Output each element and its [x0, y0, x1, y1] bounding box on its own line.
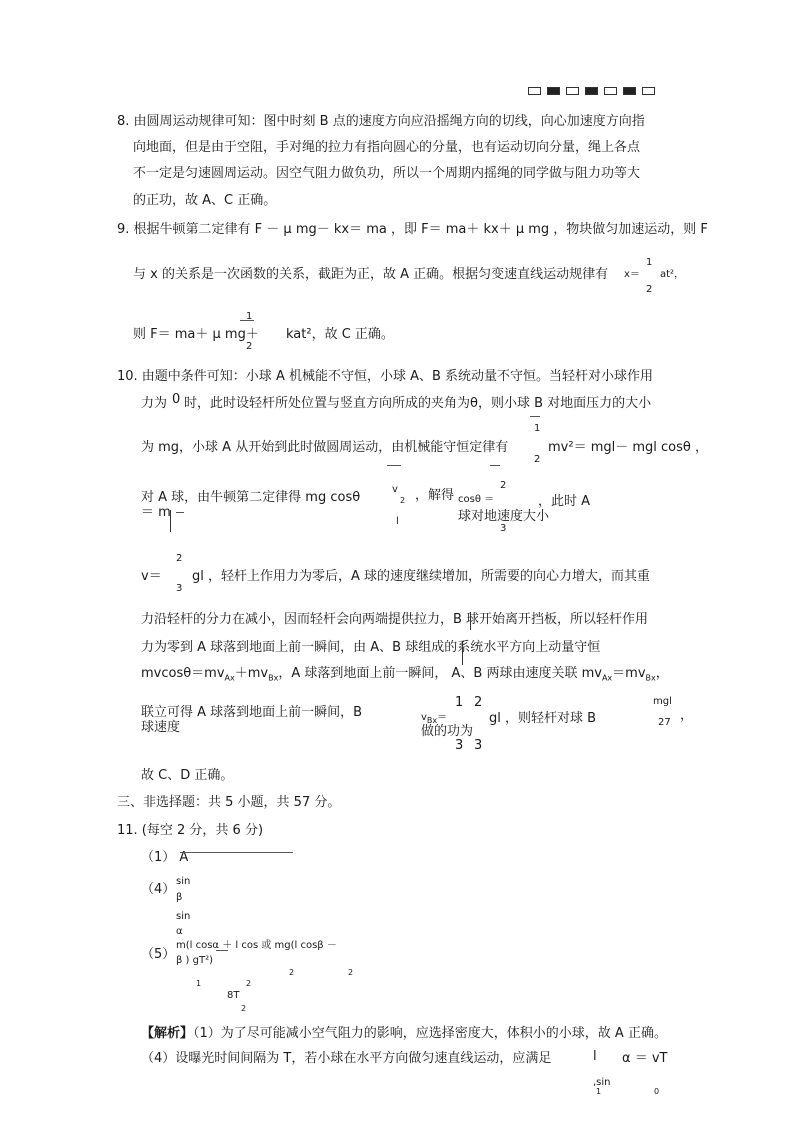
q11-analysis-2e: 1 — [596, 1087, 602, 1096]
radical-sign — [170, 510, 171, 532]
q10-line5a: v＝ — [141, 569, 162, 584]
section-heading: 三、非选择题：共 5 小题，共 57 分。 — [117, 795, 341, 810]
q8-line3: 不一定是匀速圆周运动。因空气阻力做负功，所以一个周期内摇绳的同学做与阻力功等大 — [133, 166, 641, 181]
q10-vb-n1: 1 — [455, 695, 464, 710]
q11-answer-1: （1） A — [141, 850, 189, 865]
q8-line2: 向地面，但是由于空阻，手对绳的拉力有指向圆心的分量，也有运动切向分量，绳上各点 — [133, 140, 641, 155]
q11-answer-4-label: （4） — [141, 882, 176, 897]
q10-cos-den: 3 — [500, 523, 507, 534]
q10-f1-num: 1 — [534, 423, 541, 434]
q10-line6: 力沿轻杆的分力在减小，因而轻杆会向两端提供拉力，B 球开始离开挡板，所以轻杆作用 — [141, 612, 649, 627]
q11-a5-den: 8T — [227, 990, 240, 1001]
corner-mark — [604, 87, 617, 95]
q10-line8d: ＝mv — [612, 666, 646, 681]
corner-mark — [642, 87, 655, 95]
q11-a4-top: sin — [176, 876, 191, 887]
fraction-bar — [387, 465, 401, 466]
q10-line3b: mv²＝ mgl－ mgl cosθ ， — [548, 440, 708, 455]
fraction-bar — [240, 320, 254, 321]
header-corner-marks — [528, 87, 655, 95]
q8-line4: 的正功，故 A、C 正确。 — [133, 193, 277, 208]
radical-sign — [470, 612, 471, 630]
q10-vbx-v: v — [421, 712, 427, 723]
q10-vb-d2: 3 — [474, 738, 483, 753]
q9-x-eq: x＝ — [624, 269, 640, 280]
q10-line2b: 时，此时设轻杆所处位置与竖直方向所成的夹角为θ，则小球 B 对地面压力的大小 — [184, 396, 652, 411]
q11-analysis-2d: ,sin — [593, 1077, 611, 1088]
q10-sub-ax: Ax — [224, 673, 235, 683]
q11-analysis-2: （4）设曝光时间间隔为 T，若小球在水平方向做匀速直线运动，应满足 — [141, 1051, 552, 1066]
corner-mark — [547, 87, 560, 95]
answer-underline — [180, 852, 293, 853]
analysis-line-1: （1）为了尽可能减小空气阻力的影响，应选择密度大，体积小的小球，故 A 正确。 — [193, 1026, 667, 1041]
corner-mark — [566, 87, 579, 95]
q11-a5-sub3: 1 — [196, 979, 202, 988]
q10-sub-ax2: Ax — [601, 673, 613, 683]
q10-v2: v — [392, 484, 398, 495]
q9-at2: at²， — [660, 269, 685, 280]
q10-vbx-sub: Bx — [426, 716, 438, 725]
q10-v2-sub: 2 — [400, 496, 406, 505]
q8-line1: 8. 由圆周运动规律可知：图中时刻 B 点的速度方向应沿摇绳方向的切线，向心加速度方向指 — [117, 114, 645, 129]
q10-line9b: 球速度 — [141, 720, 181, 735]
q11-a5-line2: β ) gT²) — [176, 955, 214, 966]
q9-frac-den: 2 — [646, 284, 653, 295]
q10-line1: 10. 由题中条件可知：小球 A 机械能不守恒，小球 A、B 系统动量不守恒。当轻杆对小球作用 — [117, 369, 654, 384]
q11-answer-5-label: （5） — [141, 947, 176, 962]
q10-v-den: 3 — [176, 583, 183, 594]
q11-a4-top2: β — [176, 892, 183, 903]
q9-f2-num: 1 — [246, 311, 253, 322]
q10-line9e: ， — [680, 708, 694, 723]
q10-vbx-eq: ＝ — [437, 712, 448, 723]
q10-l1: l — [396, 516, 399, 527]
q10-line9a: 联立可得 A 球落到地面上前一瞬间，B — [141, 705, 363, 720]
q11-analysis-1 — [141, 1027, 667, 1040]
q10-line10: 故 C、D 正确。 — [141, 768, 234, 783]
q11-a5-line1: m(l cosα ＋ l cos 或 mg(l cosβ － — [176, 940, 337, 951]
q10-v-num: 2 — [176, 553, 183, 564]
analysis-label: 【解析】 — [141, 1026, 194, 1041]
q10-line8c: ，A 球落到地面上前一瞬间， A、B 两球由速度关联 mv — [278, 666, 602, 681]
q10-line8b: ＋mv — [234, 666, 269, 681]
q9-frac-num: 1 — [646, 257, 653, 268]
q11-a4-bot2: α — [176, 926, 183, 937]
q10-line2a: 力为 — [141, 396, 168, 411]
q11-analysis-2b: l — [593, 1049, 597, 1064]
q10-f1-den: 2 — [534, 454, 541, 465]
q10-line4d: 球对地速度大小 — [458, 509, 550, 524]
q9-f2-den: 2 — [246, 341, 253, 352]
q10-w-num: mgl — [653, 696, 672, 707]
q11-analysis-2f: 0 — [654, 1087, 660, 1096]
q10-sub-bx2: Bx — [645, 673, 656, 683]
q10-line4a2: ＝ m — [141, 505, 171, 520]
q10-w-den: 27 — [658, 717, 671, 728]
q10-line9c: gl ，则轻杆对球 B — [489, 711, 597, 726]
radical-sign — [462, 641, 463, 665]
q9-line3a: 则 F＝ ma＋ μ mg＋ — [133, 327, 259, 342]
corner-mark — [585, 87, 598, 95]
fraction-bar — [176, 512, 184, 513]
q10-line8a: mvcosθ＝mv — [141, 666, 225, 681]
q11-a4-bot: sin — [176, 911, 191, 922]
q11-a5-den-sup: 2 — [246, 979, 252, 988]
q11-title: 11. (每空 2 分，共 6 分) — [117, 823, 264, 838]
corner-mark — [528, 87, 541, 95]
q10-cos-eq: cosθ ＝ — [458, 494, 495, 505]
q10-zero: 0 — [172, 392, 181, 407]
fraction-bar — [530, 416, 540, 417]
q11-a5-den-sub: 2 — [241, 1004, 247, 1013]
q10-line8e: ， — [655, 666, 669, 681]
q9-line1: 9. 根据牛顿第二定律有 F － μ mg－ kx＝ ma ，即 F＝ ma＋ kx＋ μ mg ，物块做匀加速运动，则 F — [117, 222, 708, 237]
q10-line8 — [141, 667, 669, 683]
q10-vb-d1: 3 — [455, 738, 464, 753]
corner-mark — [623, 87, 636, 95]
q10-line5b: gl ，轻杆上作用力为零后，A 球的速度继续增加，所需要的向心力增大，而其重 — [192, 569, 651, 584]
q10-vb-n2: 2 — [474, 695, 483, 710]
q10-line3a: 为 mg，小球 A 从开始到此时做圆周运动，由机械能守恒定律有 — [141, 440, 509, 455]
q11-a5-sub2: 2 — [348, 968, 354, 977]
q9-line2: 与 x 的关系是一次函数的关系，截距为正，故 A 正确。根据匀变速直线运动规律有 — [133, 267, 609, 282]
fraction-bar — [490, 465, 500, 466]
q10-line4b: ，解得 — [415, 488, 455, 503]
q10-line4a: 对 A 球，由牛顿第二定律得 mg cosθ — [141, 490, 361, 505]
q10-sub-bx: Bx — [268, 673, 279, 683]
q9-line3b: kat²，故 C 正确。 — [286, 327, 394, 342]
q10-line4c: ，此时 A — [538, 494, 591, 509]
q11-analysis-2c: α ＝ vT — [622, 1051, 668, 1066]
q10-line7: 力为零到 A 球落到地面上前一瞬间，由 A、B 球组成的系统水平方向上动量守恒 — [141, 640, 601, 655]
q10-line9d: 做的功为 — [421, 724, 474, 739]
q10-cos-num: 2 — [500, 480, 507, 491]
q11-a5-sub1: 2 — [289, 968, 295, 977]
fraction-bar — [216, 950, 228, 951]
